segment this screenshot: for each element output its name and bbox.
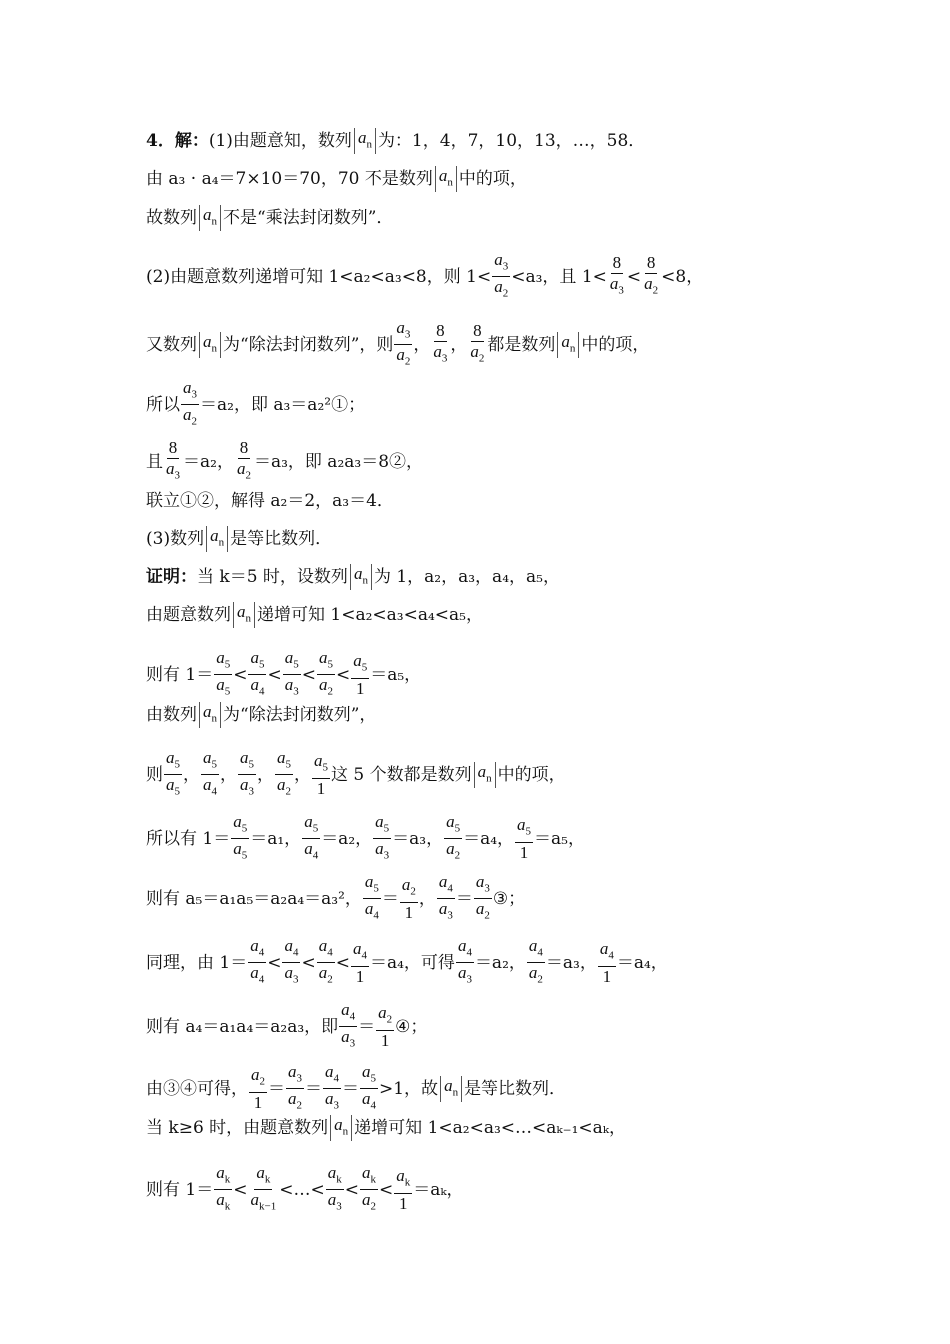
fraction-denominator: $a_4$: [203, 775, 217, 798]
fraction-numerator: $a_5$: [248, 648, 266, 675]
text-span: 则有 1＝: [146, 664, 214, 685]
fraction-numerator: $a_3$: [286, 1062, 304, 1089]
fraction-numerator: [611, 253, 624, 274]
text-line: [146, 648, 421, 702]
text-line: [146, 936, 668, 990]
fraction-numerator: $a_4$: [317, 936, 335, 963]
fraction-numerator: $a_k$: [360, 1163, 378, 1190]
text-span: <: [344, 1179, 359, 1200]
text-span: <: [233, 1179, 248, 1200]
number: 1: [355, 966, 365, 986]
text-span: <…<: [279, 1179, 325, 1200]
text-span: ＝a₁，: [250, 828, 302, 849]
fraction-numerator: $a_4$: [248, 936, 266, 963]
fraction-numerator: $a_5$: [515, 815, 533, 842]
fraction-numerator: $a_4$: [351, 939, 369, 966]
number: 8: [436, 321, 445, 341]
fraction-denominator: $a_2$: [277, 775, 291, 798]
text-span: ，: [450, 334, 468, 355]
fraction-denominator: $a_4$: [304, 839, 319, 862]
text-span: 由题意数列: [146, 605, 231, 626]
fraction-numerator: [645, 253, 658, 274]
fraction: [360, 1163, 378, 1217]
fraction-denominator: $a_2$: [475, 899, 490, 922]
fraction-numerator: $a_5$: [363, 872, 381, 899]
heading-number: 4．: [146, 131, 175, 152]
number: 8: [239, 438, 249, 457]
fraction: [238, 748, 256, 802]
text-span: 是等比数列．: [230, 529, 333, 550]
number: 1: [355, 678, 365, 698]
sequence-set: $a_n$: [199, 332, 221, 358]
text-span: ＝: [358, 1016, 376, 1037]
fraction: [363, 872, 381, 926]
text-span: <: [301, 952, 316, 973]
text-line: [146, 378, 365, 432]
text-span: 由数列: [146, 705, 197, 726]
fraction-numerator: $a_2$: [249, 1065, 267, 1092]
text-span: 不是“乘法封闭数列”．: [223, 208, 394, 229]
fraction-denominator: [315, 779, 328, 799]
fraction: [373, 812, 391, 866]
text-span: 则有 a₅＝a₁a₅＝a₂a₄＝a₃²，: [146, 888, 362, 909]
fraction: [360, 1062, 378, 1116]
fraction-numerator: $a_k$: [326, 1163, 344, 1190]
fraction: [339, 1000, 357, 1054]
text-span: <: [335, 952, 350, 973]
fraction-numerator: $a_5$: [164, 748, 182, 775]
text-line: [146, 1062, 566, 1116]
fraction-numerator: $a_k$: [214, 1163, 232, 1190]
text-span: 中的项，: [581, 334, 650, 355]
fraction-denominator: $a_3$: [457, 963, 472, 986]
text-span: 这 5 个数都是数列: [331, 764, 472, 785]
fraction-denominator: $a_{k-1}$: [250, 1190, 277, 1213]
text-span: ＝aₖ，: [413, 1179, 464, 1200]
sequence-set: $a_n$: [199, 702, 221, 728]
fraction: [286, 1062, 304, 1116]
fraction: [312, 751, 330, 798]
text-span: ，: [294, 764, 311, 785]
fraction-numerator: [434, 321, 447, 342]
fraction-numerator: [167, 438, 180, 459]
fraction-denominator: $a_3$: [240, 775, 254, 798]
fraction: [376, 1003, 394, 1050]
text-span: 中的项，: [497, 764, 566, 785]
text-line: [146, 564, 560, 590]
fraction-numerator: [238, 438, 251, 459]
text-span: <a₃，且 1<: [511, 266, 607, 287]
fraction-denominator: $a_3$: [284, 963, 299, 986]
fraction: [351, 939, 369, 986]
text-span: <: [378, 1179, 394, 1200]
sequence-set: $a_n$: [474, 762, 496, 788]
text-span: 同理，由 1＝: [146, 952, 248, 973]
fraction-denominator: $a_3$: [341, 1027, 356, 1050]
text-span: 故数列: [146, 208, 197, 229]
text-span: ＝a₂，: [474, 952, 526, 973]
fraction: [214, 1163, 232, 1217]
text-span: ＝a₃，即 a₂a₃＝8②，: [253, 451, 424, 472]
fraction: [474, 872, 492, 926]
text-span: ，: [220, 764, 237, 785]
fraction-numerator: [471, 321, 484, 342]
text-span: 联立①②，解得 a₂＝2，a₃＝4．: [146, 491, 394, 511]
text-span: ③；: [492, 888, 526, 909]
fraction: [642, 253, 660, 300]
text-line: [146, 1163, 464, 1217]
answer-label: 解：: [174, 131, 209, 152]
fraction-numerator: $a_5$: [317, 648, 335, 675]
fraction-numerator: $a_k$: [254, 1163, 272, 1190]
fraction-numerator: $a_5$: [275, 748, 293, 775]
text-span: <: [267, 952, 282, 973]
text-span: ＝a₃，: [545, 952, 597, 973]
fraction-denominator: [252, 1093, 265, 1113]
text-line: [146, 812, 585, 866]
fraction: [249, 1065, 267, 1112]
fraction-denominator: [601, 967, 614, 987]
fraction-numerator: $a_2$: [376, 1003, 394, 1030]
fraction-denominator: $a_2$: [470, 342, 485, 365]
number: 1: [316, 778, 326, 798]
text-span: ＝a₂，: [321, 828, 373, 849]
fraction-denominator: $a_2$: [318, 675, 333, 698]
fraction: [302, 812, 320, 866]
fraction: [468, 321, 486, 368]
text-span: ＝: [268, 1078, 285, 1099]
fraction-denominator: [403, 903, 416, 923]
sequence-set: $a_n$: [557, 332, 579, 358]
number: 8: [646, 253, 656, 273]
fraction-numerator: $a_4$: [527, 936, 545, 963]
fraction-denominator: $a_2$: [288, 1089, 302, 1112]
number: 1: [380, 1030, 390, 1050]
number: 8: [612, 253, 622, 273]
text-span: 中的项，: [458, 169, 527, 190]
number: 1: [519, 842, 529, 862]
text-line: [146, 872, 525, 926]
fraction: [248, 1163, 278, 1217]
fraction-numerator: $a_5$: [238, 748, 256, 775]
text-span: 则有 1＝: [146, 1179, 214, 1200]
text-span: 为“除法封闭数列”，: [223, 705, 377, 726]
fraction-numerator: $a_4$: [437, 872, 455, 899]
fraction: [456, 936, 474, 990]
fraction: [231, 812, 249, 866]
fraction: [326, 1163, 344, 1217]
text-span: 递增可知 1<a₂<a₃<…<aₖ₋₁<aₖ，: [354, 1118, 626, 1139]
fraction-denominator: $a_3$: [438, 899, 453, 922]
fraction: [275, 748, 293, 802]
text-span: 递增可知 1<a₂<a₃<a₄<a₅，: [257, 605, 483, 626]
text-span: <: [335, 664, 351, 685]
sequence-set: $a_n$: [330, 1115, 352, 1141]
fraction-denominator: [354, 679, 367, 699]
fraction: [283, 648, 301, 702]
fraction: [164, 438, 182, 485]
fraction-denominator: $a_5$: [216, 675, 231, 698]
sequence-set: $a_n$: [206, 526, 228, 552]
text-line: [146, 250, 703, 304]
fraction: [282, 936, 300, 990]
text-span: 且: [146, 451, 163, 472]
text-span: 则有 a₄＝a₁a₄＝a₂a₃，即: [146, 1016, 339, 1037]
fraction-numerator: $a_4$: [282, 936, 300, 963]
fraction-numerator: $a_4$: [456, 936, 474, 963]
fraction-numerator: $a_5$: [360, 1062, 378, 1089]
text-span: ，: [413, 334, 431, 355]
text-span: 当 k＝5 时，设数列: [197, 567, 348, 588]
fraction: [444, 812, 462, 866]
fraction-denominator: [518, 843, 531, 863]
text-line: [146, 702, 376, 728]
text-span: ＝: [381, 888, 399, 909]
text-span: ，: [257, 764, 274, 785]
text-line: [146, 748, 566, 802]
fraction: [351, 651, 369, 698]
fraction-denominator: $a_3$: [609, 274, 624, 297]
fraction-denominator: $a_2$: [494, 277, 509, 300]
number: 1: [253, 1092, 263, 1112]
text-line: [146, 1000, 427, 1054]
fraction-numerator: $a_3$: [474, 872, 492, 899]
text-span: ，: [183, 764, 200, 785]
text-span: 当 k≥6 时，由题意数列: [146, 1118, 329, 1139]
sequence-set: $a_n$: [199, 205, 221, 231]
fraction: [431, 321, 449, 368]
fraction-numerator: $a_5$: [283, 648, 301, 675]
fraction-denominator: $a_2$: [446, 839, 461, 862]
fraction-denominator: $a_3$: [327, 1190, 342, 1213]
fraction: [164, 748, 182, 802]
fraction: [527, 936, 545, 990]
text-span: 又数列: [146, 334, 197, 355]
text-span: (3)数列: [146, 529, 205, 550]
fraction: [492, 250, 510, 304]
fraction-numerator: $a_5$: [351, 651, 369, 678]
fraction-numerator: $a_5$: [214, 648, 232, 675]
fraction: [248, 648, 266, 702]
fraction-denominator: $a_4$: [250, 963, 265, 986]
text-span: ＝: [342, 1078, 359, 1099]
fraction: [394, 1166, 412, 1213]
fraction-denominator: $a_k$: [216, 1190, 231, 1213]
fraction: [317, 936, 335, 990]
number: 1: [398, 1193, 408, 1213]
number: 8: [473, 321, 482, 341]
text-line: [146, 490, 394, 512]
text-span: <: [301, 664, 316, 685]
fraction-numerator: $a_5$: [373, 812, 391, 839]
fraction-denominator: $a_3$: [375, 839, 390, 862]
text-line: [146, 438, 423, 485]
text-span: ＝: [455, 888, 473, 909]
fraction: [598, 939, 616, 986]
fraction-numerator: $a_5$: [201, 748, 219, 775]
text-span: <: [233, 664, 248, 685]
fraction-numerator: $a_4$: [598, 939, 616, 966]
text-span: ＝a₄，可得: [369, 952, 455, 973]
text-line: [146, 526, 332, 552]
fraction-numerator: $a_k$: [394, 1166, 412, 1193]
fraction-numerator: $a_3$: [181, 378, 199, 405]
text-span: 为 1，a₂，a₃，a₄，a₅，: [373, 567, 560, 588]
text-line: [146, 205, 393, 231]
fraction-denominator: $a_3$: [284, 675, 299, 698]
sequence-set: $a_n$: [350, 564, 372, 590]
sequence-set: $a_n$: [233, 602, 255, 628]
fraction-numerator: $a_4$: [339, 1000, 357, 1027]
fraction-denominator: [397, 1194, 410, 1214]
fraction-denominator: $a_3$: [166, 459, 180, 482]
text-span: 所以: [146, 394, 180, 415]
text-line: [146, 318, 649, 372]
fraction: [181, 378, 199, 432]
fraction-denominator: [354, 967, 367, 987]
text-span: <: [267, 664, 282, 685]
fraction: [323, 1062, 341, 1116]
text-span: ＝a₂，: [183, 451, 234, 472]
text-span: <8，: [661, 266, 704, 287]
text-span: >1，故: [379, 1078, 439, 1099]
fraction: [400, 875, 418, 922]
fraction: [235, 438, 253, 485]
text-span: 由③④可得，: [146, 1078, 248, 1099]
text-line: [146, 166, 527, 192]
fraction-denominator: $a_2$: [528, 963, 543, 986]
fraction: [317, 648, 335, 702]
fraction-numerator: $a_3$: [394, 318, 412, 345]
text-span: 由 a₃ · a₄＝7×10＝70，70 不是数列: [146, 169, 433, 190]
text-span: ＝a₅，: [370, 664, 422, 685]
text-span: ＝a₃，: [392, 828, 444, 849]
fraction-numerator: $a_5$: [444, 812, 462, 839]
fraction: [437, 872, 455, 926]
text-span: (2)由题意数列递增可知 1<a₂<a₃<8，则 1<: [146, 266, 492, 287]
text-span: ＝a₄，: [463, 828, 515, 849]
sequence-set: $a_n$: [435, 166, 457, 192]
text-span: ＝a₂，即 a₃＝a₂²①；: [200, 394, 366, 415]
sequence-set: $a_n$: [354, 128, 376, 154]
fraction-denominator: $a_2$: [644, 274, 659, 297]
number: 8: [168, 438, 178, 457]
text-span: ＝a₄，: [616, 952, 668, 973]
fraction-denominator: $a_4$: [250, 675, 265, 698]
fraction-denominator: $a_4$: [364, 899, 379, 922]
fraction-numerator: $a_5$: [302, 812, 320, 839]
text-span: <: [626, 266, 642, 287]
fraction-denominator: $a_4$: [362, 1089, 376, 1112]
fraction-denominator: $a_2$: [236, 459, 251, 482]
text-line: [146, 602, 483, 628]
fraction-denominator: $a_3$: [433, 342, 448, 365]
text-span: ＝: [305, 1078, 322, 1099]
text-span: 所以有 1＝: [146, 828, 231, 849]
text-span: ＝a₅，: [534, 828, 585, 849]
fraction-numerator: $a_5$: [312, 751, 330, 778]
fraction-numerator: $a_5$: [231, 812, 249, 839]
fraction-denominator: $a_5$: [166, 775, 180, 798]
fraction-denominator: $a_2$: [183, 405, 197, 428]
sequence-set: $a_n$: [440, 1076, 462, 1102]
fraction-denominator: $a_3$: [325, 1089, 339, 1112]
fraction: [515, 815, 533, 862]
fraction-denominator: $a_2$: [396, 345, 411, 368]
fraction: [214, 648, 232, 702]
fraction: [248, 936, 266, 990]
fraction: [608, 253, 626, 300]
text-span: 为：1，4，7，10，13，…，58．: [377, 131, 646, 152]
fraction-numerator: $a_3$: [492, 250, 510, 277]
fraction-numerator: $a_4$: [323, 1062, 341, 1089]
text-line: [146, 1115, 626, 1141]
fraction-denominator: [379, 1031, 392, 1051]
text-span: 为“除法封闭数列”，则: [223, 334, 394, 355]
text-span: ，: [418, 888, 436, 909]
proof-label: 证明：: [146, 567, 197, 588]
fraction-denominator: $a_2$: [318, 963, 333, 986]
text-span: 都是数列: [487, 334, 556, 355]
fraction-numerator: $a_2$: [400, 875, 418, 902]
text-span: (1)由题意知，数列: [208, 131, 352, 152]
fraction: [394, 318, 412, 372]
text-span: 则: [146, 764, 163, 785]
fraction-denominator: $a_5$: [233, 839, 248, 862]
fraction-denominator: $a_2$: [361, 1190, 376, 1213]
text-span: 是等比数列．: [464, 1078, 567, 1099]
text-span: ④；: [395, 1016, 428, 1037]
text-line: [146, 128, 645, 154]
number: 1: [404, 902, 414, 922]
number: 1: [602, 966, 612, 986]
fraction: [201, 748, 219, 802]
